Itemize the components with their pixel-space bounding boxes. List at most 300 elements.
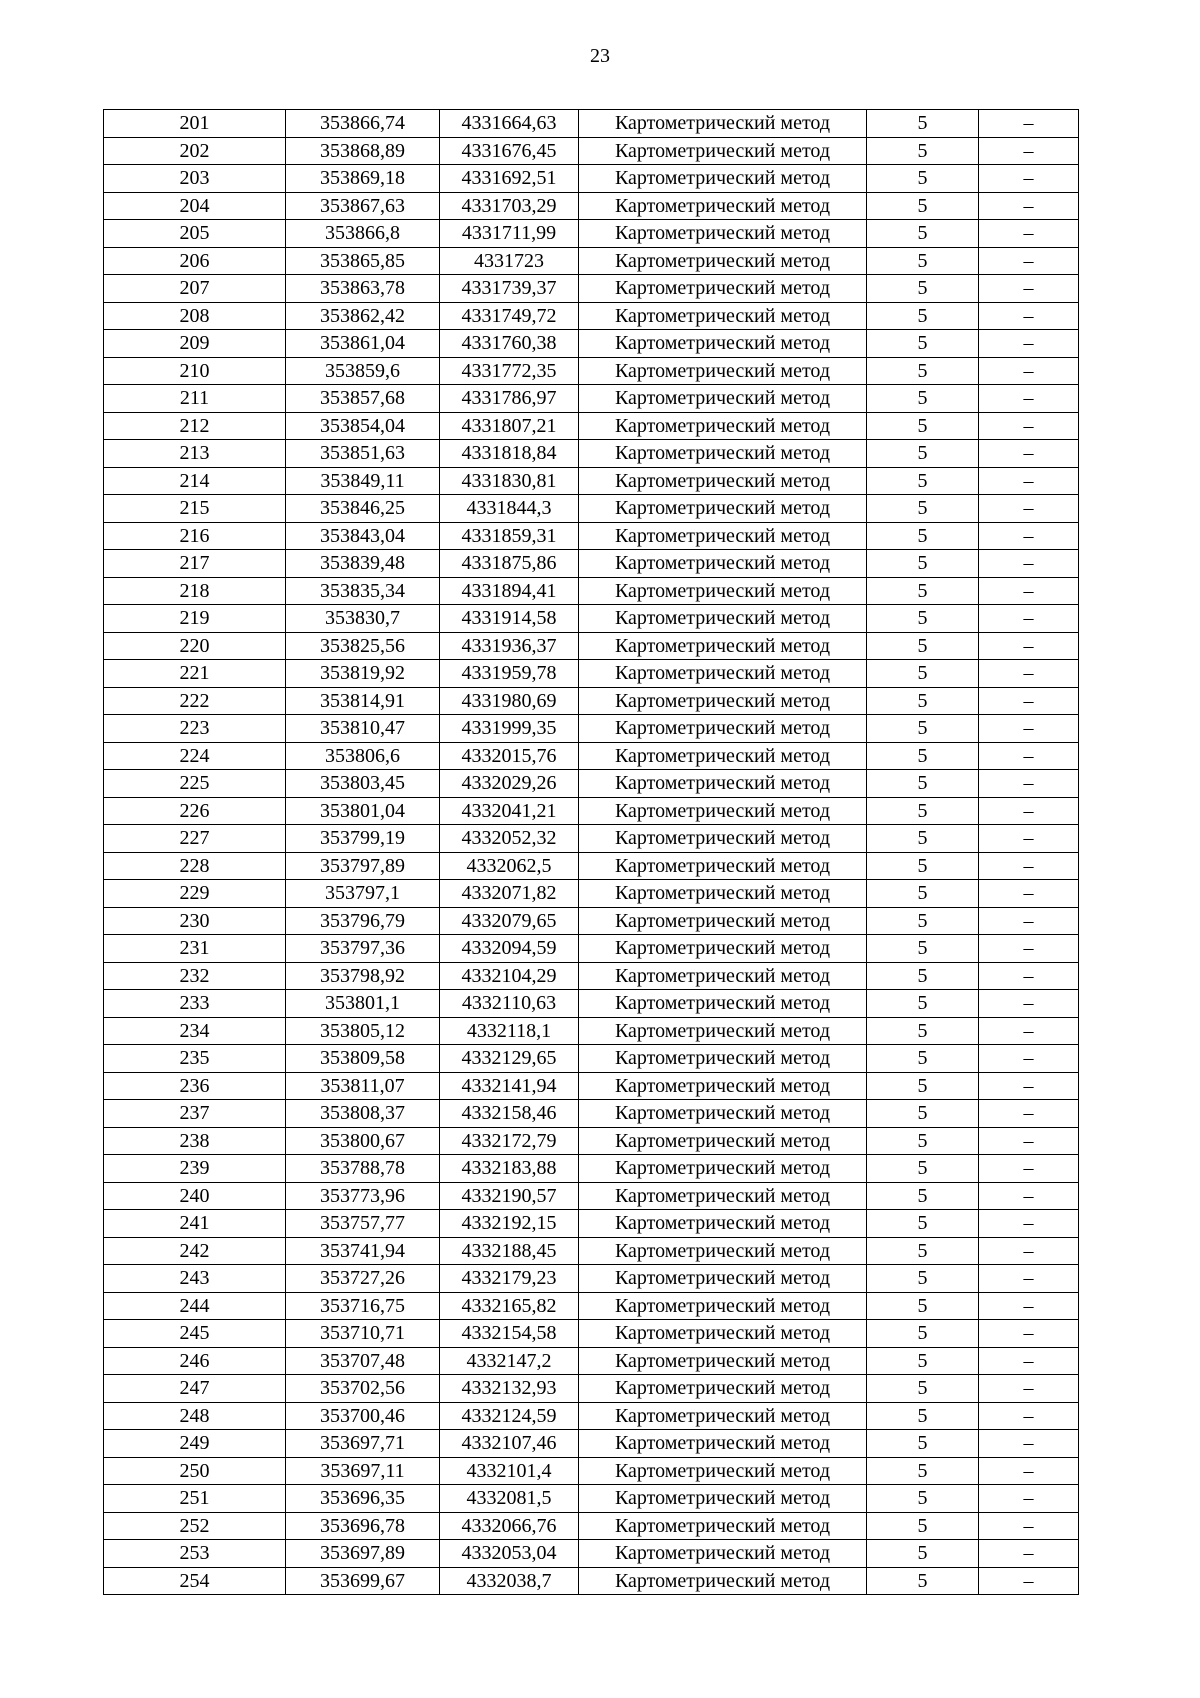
y-coordinate-cell: 4332104,29: [440, 962, 579, 990]
x-coordinate-cell: 353819,92: [286, 660, 440, 688]
point-number-cell: 223: [104, 715, 286, 743]
x-coordinate-cell: 353727,26: [286, 1265, 440, 1293]
method-cell: Картометрический метод: [579, 935, 867, 963]
note-cell: –: [979, 1430, 1079, 1458]
note-cell: –: [979, 1155, 1079, 1183]
y-coordinate-cell: 4332132,93: [440, 1375, 579, 1403]
y-coordinate-cell: 4332124,59: [440, 1402, 579, 1430]
x-coordinate-cell: 353773,96: [286, 1182, 440, 1210]
method-cell: Картометрический метод: [579, 687, 867, 715]
point-number-cell: 224: [104, 742, 286, 770]
method-cell: Картометрический метод: [579, 1347, 867, 1375]
method-cell: Картометрический метод: [579, 357, 867, 385]
y-coordinate-cell: 4332118,1: [440, 1017, 579, 1045]
accuracy-cell: 5: [867, 110, 979, 138]
y-coordinate-cell: 4331786,97: [440, 385, 579, 413]
table-row: [104, 275, 1079, 303]
accuracy-cell: 5: [867, 1430, 979, 1458]
method-cell: Картометрический метод: [579, 440, 867, 468]
point-number-cell: 236: [104, 1072, 286, 1100]
x-coordinate-cell: 353863,78: [286, 275, 440, 303]
y-coordinate-cell: 4331664,63: [440, 110, 579, 138]
x-coordinate-cell: 353805,12: [286, 1017, 440, 1045]
note-cell: –: [979, 797, 1079, 825]
table-row: [104, 1320, 1079, 1348]
accuracy-cell: 5: [867, 1210, 979, 1238]
y-coordinate-cell: 4332081,5: [440, 1485, 579, 1513]
point-number-cell: 222: [104, 687, 286, 715]
x-coordinate-cell: 353866,74: [286, 110, 440, 138]
method-cell: Картометрический метод: [579, 797, 867, 825]
point-number-cell: 209: [104, 330, 286, 358]
point-number-cell: 245: [104, 1320, 286, 1348]
table-row: [104, 165, 1079, 193]
x-coordinate-cell: 353808,37: [286, 1100, 440, 1128]
table-row: [104, 1017, 1079, 1045]
method-cell: Картометрический метод: [579, 1457, 867, 1485]
x-coordinate-cell: 353869,18: [286, 165, 440, 193]
accuracy-cell: 5: [867, 330, 979, 358]
x-coordinate-cell: 353757,77: [286, 1210, 440, 1238]
table-row: [104, 385, 1079, 413]
x-coordinate-cell: 353800,67: [286, 1127, 440, 1155]
x-coordinate-cell: 353814,91: [286, 687, 440, 715]
y-coordinate-cell: 4332158,46: [440, 1100, 579, 1128]
note-cell: –: [979, 852, 1079, 880]
table-row: [104, 770, 1079, 798]
point-number-cell: 239: [104, 1155, 286, 1183]
x-coordinate-cell: 353865,85: [286, 247, 440, 275]
point-number-cell: 244: [104, 1292, 286, 1320]
point-number-cell: 228: [104, 852, 286, 880]
note-cell: –: [979, 330, 1079, 358]
note-cell: –: [979, 1375, 1079, 1403]
note-cell: –: [979, 660, 1079, 688]
y-coordinate-cell: 4332053,04: [440, 1540, 579, 1568]
method-cell: Картометрический метод: [579, 990, 867, 1018]
method-cell: Картометрический метод: [579, 550, 867, 578]
table-row: [104, 852, 1079, 880]
table-row: [104, 605, 1079, 633]
y-coordinate-cell: 4331676,45: [440, 137, 579, 165]
table-row: [104, 1155, 1079, 1183]
table-row: [104, 715, 1079, 743]
x-coordinate-cell: 353710,71: [286, 1320, 440, 1348]
note-cell: –: [979, 1540, 1079, 1568]
note-cell: –: [979, 1485, 1079, 1513]
accuracy-cell: 5: [867, 137, 979, 165]
accuracy-cell: 5: [867, 990, 979, 1018]
note-cell: –: [979, 302, 1079, 330]
table-row: [104, 192, 1079, 220]
table-row: [104, 1292, 1079, 1320]
y-coordinate-cell: 4332172,79: [440, 1127, 579, 1155]
table-row: [104, 990, 1079, 1018]
accuracy-cell: 5: [867, 220, 979, 248]
y-coordinate-cell: 4332188,45: [440, 1237, 579, 1265]
method-cell: Картометрический метод: [579, 1072, 867, 1100]
point-number-cell: 205: [104, 220, 286, 248]
method-cell: Картометрический метод: [579, 137, 867, 165]
method-cell: Картометрический метод: [579, 1237, 867, 1265]
table-row: [104, 1210, 1079, 1238]
point-number-cell: 207: [104, 275, 286, 303]
x-coordinate-cell: 353849,11: [286, 467, 440, 495]
table-row: [104, 1430, 1079, 1458]
table-row: [104, 1072, 1079, 1100]
y-coordinate-cell: 4331830,81: [440, 467, 579, 495]
note-cell: –: [979, 1127, 1079, 1155]
method-cell: Картометрический метод: [579, 825, 867, 853]
x-coordinate-cell: 353811,07: [286, 1072, 440, 1100]
accuracy-cell: 5: [867, 1320, 979, 1348]
table-row: [104, 797, 1079, 825]
x-coordinate-cell: 353797,1: [286, 880, 440, 908]
point-number-cell: 253: [104, 1540, 286, 1568]
method-cell: Картометрический метод: [579, 1182, 867, 1210]
method-cell: Картометрический метод: [579, 1485, 867, 1513]
note-cell: –: [979, 440, 1079, 468]
accuracy-cell: 5: [867, 495, 979, 523]
table-row: [104, 1512, 1079, 1540]
accuracy-cell: 5: [867, 605, 979, 633]
x-coordinate-cell: 353797,36: [286, 935, 440, 963]
note-cell: –: [979, 192, 1079, 220]
accuracy-cell: 5: [867, 275, 979, 303]
note-cell: –: [979, 1182, 1079, 1210]
accuracy-cell: 5: [867, 357, 979, 385]
point-number-cell: 246: [104, 1347, 286, 1375]
table-row: [104, 247, 1079, 275]
accuracy-cell: 5: [867, 935, 979, 963]
note-cell: –: [979, 522, 1079, 550]
y-coordinate-cell: 4331980,69: [440, 687, 579, 715]
accuracy-cell: 5: [867, 825, 979, 853]
coordinates-table-body: [104, 110, 1079, 1595]
accuracy-cell: 5: [867, 247, 979, 275]
y-coordinate-cell: 4331894,41: [440, 577, 579, 605]
note-cell: –: [979, 1457, 1079, 1485]
x-coordinate-cell: 353696,35: [286, 1485, 440, 1513]
point-number-cell: 213: [104, 440, 286, 468]
x-coordinate-cell: 353697,11: [286, 1457, 440, 1485]
x-coordinate-cell: 353716,75: [286, 1292, 440, 1320]
accuracy-cell: 5: [867, 577, 979, 605]
point-number-cell: 204: [104, 192, 286, 220]
point-number-cell: 237: [104, 1100, 286, 1128]
point-number-cell: 221: [104, 660, 286, 688]
accuracy-cell: 5: [867, 1045, 979, 1073]
note-cell: –: [979, 770, 1079, 798]
y-coordinate-cell: 4331772,35: [440, 357, 579, 385]
y-coordinate-cell: 4331711,99: [440, 220, 579, 248]
y-coordinate-cell: 4331723: [440, 247, 579, 275]
method-cell: Картометрический метод: [579, 1567, 867, 1595]
note-cell: –: [979, 632, 1079, 660]
point-number-cell: 233: [104, 990, 286, 1018]
x-coordinate-cell: 353707,48: [286, 1347, 440, 1375]
table-row: [104, 220, 1079, 248]
note-cell: –: [979, 357, 1079, 385]
note-cell: –: [979, 220, 1079, 248]
method-cell: Картометрический метод: [579, 275, 867, 303]
table-row: [104, 1567, 1079, 1595]
table-row: [104, 577, 1079, 605]
accuracy-cell: 5: [867, 632, 979, 660]
point-number-cell: 249: [104, 1430, 286, 1458]
note-cell: –: [979, 742, 1079, 770]
accuracy-cell: 5: [867, 1100, 979, 1128]
note-cell: –: [979, 825, 1079, 853]
point-number-cell: 225: [104, 770, 286, 798]
note-cell: –: [979, 467, 1079, 495]
method-cell: Картометрический метод: [579, 385, 867, 413]
y-coordinate-cell: 4332094,59: [440, 935, 579, 963]
point-number-cell: 220: [104, 632, 286, 660]
method-cell: Картометрический метод: [579, 1210, 867, 1238]
accuracy-cell: 5: [867, 1347, 979, 1375]
method-cell: Картометрический метод: [579, 1402, 867, 1430]
accuracy-cell: 5: [867, 1265, 979, 1293]
x-coordinate-cell: 353825,56: [286, 632, 440, 660]
accuracy-cell: 5: [867, 797, 979, 825]
point-number-cell: 254: [104, 1567, 286, 1595]
y-coordinate-cell: 4332062,5: [440, 852, 579, 880]
accuracy-cell: 5: [867, 1485, 979, 1513]
method-cell: Картометрический метод: [579, 880, 867, 908]
note-cell: –: [979, 495, 1079, 523]
table-row: [104, 935, 1079, 963]
note-cell: –: [979, 1402, 1079, 1430]
x-coordinate-cell: 353859,6: [286, 357, 440, 385]
method-cell: Картометрический метод: [579, 495, 867, 523]
y-coordinate-cell: 4331959,78: [440, 660, 579, 688]
note-cell: –: [979, 110, 1079, 138]
y-coordinate-cell: 4331936,37: [440, 632, 579, 660]
x-coordinate-cell: 353797,89: [286, 852, 440, 880]
y-coordinate-cell: 4332190,57: [440, 1182, 579, 1210]
table-row: [104, 495, 1079, 523]
x-coordinate-cell: 353861,04: [286, 330, 440, 358]
method-cell: Картометрический метод: [579, 302, 867, 330]
accuracy-cell: 5: [867, 1127, 979, 1155]
method-cell: Картометрический метод: [579, 110, 867, 138]
y-coordinate-cell: 4332101,4: [440, 1457, 579, 1485]
note-cell: –: [979, 1265, 1079, 1293]
table-row: [104, 1045, 1079, 1073]
x-coordinate-cell: 353868,89: [286, 137, 440, 165]
accuracy-cell: 5: [867, 165, 979, 193]
point-number-cell: 208: [104, 302, 286, 330]
x-coordinate-cell: 353843,04: [286, 522, 440, 550]
note-cell: –: [979, 385, 1079, 413]
method-cell: Картометрический метод: [579, 1127, 867, 1155]
method-cell: Картометрический метод: [579, 1375, 867, 1403]
method-cell: Картометрический метод: [579, 412, 867, 440]
table-row: [104, 357, 1079, 385]
note-cell: –: [979, 935, 1079, 963]
point-number-cell: 215: [104, 495, 286, 523]
note-cell: –: [979, 137, 1079, 165]
point-number-cell: 252: [104, 1512, 286, 1540]
table-row: [104, 1237, 1079, 1265]
note-cell: –: [979, 275, 1079, 303]
method-cell: Картометрический метод: [579, 165, 867, 193]
table-row: [104, 962, 1079, 990]
point-number-cell: 250: [104, 1457, 286, 1485]
y-coordinate-cell: 4331703,29: [440, 192, 579, 220]
point-number-cell: 206: [104, 247, 286, 275]
note-cell: –: [979, 1017, 1079, 1045]
point-number-cell: 219: [104, 605, 286, 633]
method-cell: Картометрический метод: [579, 852, 867, 880]
page-number: 23: [590, 45, 610, 67]
point-number-cell: 242: [104, 1237, 286, 1265]
method-cell: Картометрический метод: [579, 1292, 867, 1320]
accuracy-cell: 5: [867, 385, 979, 413]
accuracy-cell: 5: [867, 1072, 979, 1100]
table-row: [104, 660, 1079, 688]
y-coordinate-cell: 4332066,76: [440, 1512, 579, 1540]
note-cell: –: [979, 990, 1079, 1018]
method-cell: Картометрический метод: [579, 962, 867, 990]
method-cell: Картометрический метод: [579, 770, 867, 798]
method-cell: Картометрический метод: [579, 605, 867, 633]
point-number-cell: 203: [104, 165, 286, 193]
y-coordinate-cell: 4332015,76: [440, 742, 579, 770]
table-row: [104, 742, 1079, 770]
accuracy-cell: 5: [867, 550, 979, 578]
point-number-cell: 217: [104, 550, 286, 578]
method-cell: Картометрический метод: [579, 715, 867, 743]
method-cell: Картометрический метод: [579, 330, 867, 358]
note-cell: –: [979, 1072, 1079, 1100]
x-coordinate-cell: 353809,58: [286, 1045, 440, 1073]
x-coordinate-cell: 353696,78: [286, 1512, 440, 1540]
table-row: [104, 330, 1079, 358]
note-cell: –: [979, 1100, 1079, 1128]
table-row: [104, 825, 1079, 853]
table-row: [104, 880, 1079, 908]
point-number-cell: 216: [104, 522, 286, 550]
point-number-cell: 238: [104, 1127, 286, 1155]
point-number-cell: 211: [104, 385, 286, 413]
table-row: [104, 1402, 1079, 1430]
method-cell: Картометрический метод: [579, 742, 867, 770]
accuracy-cell: 5: [867, 1512, 979, 1540]
x-coordinate-cell: 353803,45: [286, 770, 440, 798]
table-row: [104, 632, 1079, 660]
y-coordinate-cell: 4332147,2: [440, 1347, 579, 1375]
x-coordinate-cell: 353799,19: [286, 825, 440, 853]
accuracy-cell: 5: [867, 1375, 979, 1403]
x-coordinate-cell: 353851,63: [286, 440, 440, 468]
accuracy-cell: 5: [867, 687, 979, 715]
y-coordinate-cell: 4331807,21: [440, 412, 579, 440]
method-cell: Картометрический метод: [579, 1100, 867, 1128]
x-coordinate-cell: 353788,78: [286, 1155, 440, 1183]
point-number-cell: 226: [104, 797, 286, 825]
accuracy-cell: 5: [867, 1237, 979, 1265]
accuracy-cell: 5: [867, 907, 979, 935]
method-cell: Картометрический метод: [579, 467, 867, 495]
y-coordinate-cell: 4331818,84: [440, 440, 579, 468]
x-coordinate-cell: 353697,71: [286, 1430, 440, 1458]
note-cell: –: [979, 715, 1079, 743]
x-coordinate-cell: 353857,68: [286, 385, 440, 413]
table-row: [104, 687, 1079, 715]
x-coordinate-cell: 353801,04: [286, 797, 440, 825]
x-coordinate-cell: 353801,1: [286, 990, 440, 1018]
table-row: [104, 137, 1079, 165]
note-cell: –: [979, 165, 1079, 193]
point-number-cell: 243: [104, 1265, 286, 1293]
table-row: [104, 1127, 1079, 1155]
accuracy-cell: 5: [867, 192, 979, 220]
method-cell: Картометрический метод: [579, 632, 867, 660]
accuracy-cell: 5: [867, 1457, 979, 1485]
y-coordinate-cell: 4331914,58: [440, 605, 579, 633]
accuracy-cell: 5: [867, 742, 979, 770]
y-coordinate-cell: 4332165,82: [440, 1292, 579, 1320]
table-row: [104, 522, 1079, 550]
note-cell: –: [979, 1210, 1079, 1238]
y-coordinate-cell: 4332038,7: [440, 1567, 579, 1595]
accuracy-cell: 5: [867, 1155, 979, 1183]
accuracy-cell: 5: [867, 1567, 979, 1595]
y-coordinate-cell: 4332029,26: [440, 770, 579, 798]
point-number-cell: 241: [104, 1210, 286, 1238]
x-coordinate-cell: 353835,34: [286, 577, 440, 605]
accuracy-cell: 5: [867, 302, 979, 330]
y-coordinate-cell: 4332154,58: [440, 1320, 579, 1348]
note-cell: –: [979, 247, 1079, 275]
method-cell: Картометрический метод: [579, 1045, 867, 1073]
accuracy-cell: 5: [867, 1292, 979, 1320]
note-cell: –: [979, 412, 1079, 440]
x-coordinate-cell: 353806,6: [286, 742, 440, 770]
accuracy-cell: 5: [867, 770, 979, 798]
table-row: [104, 1100, 1079, 1128]
x-coordinate-cell: 353741,94: [286, 1237, 440, 1265]
table-row: [104, 1265, 1079, 1293]
point-number-cell: 210: [104, 357, 286, 385]
note-cell: –: [979, 605, 1079, 633]
method-cell: Картометрический метод: [579, 1512, 867, 1540]
point-number-cell: 235: [104, 1045, 286, 1073]
x-coordinate-cell: 353700,46: [286, 1402, 440, 1430]
table-row: [104, 907, 1079, 935]
note-cell: –: [979, 550, 1079, 578]
note-cell: –: [979, 1567, 1079, 1595]
x-coordinate-cell: 353702,56: [286, 1375, 440, 1403]
table-row: [104, 1540, 1079, 1568]
accuracy-cell: 5: [867, 880, 979, 908]
accuracy-cell: 5: [867, 467, 979, 495]
point-number-cell: 232: [104, 962, 286, 990]
accuracy-cell: 5: [867, 522, 979, 550]
y-coordinate-cell: 4331875,86: [440, 550, 579, 578]
method-cell: Картометрический метод: [579, 220, 867, 248]
x-coordinate-cell: 353862,42: [286, 302, 440, 330]
accuracy-cell: 5: [867, 1402, 979, 1430]
method-cell: Картометрический метод: [579, 1155, 867, 1183]
point-number-cell: 227: [104, 825, 286, 853]
y-coordinate-cell: 4331859,31: [440, 522, 579, 550]
y-coordinate-cell: 4331739,37: [440, 275, 579, 303]
y-coordinate-cell: 4331692,51: [440, 165, 579, 193]
point-number-cell: 231: [104, 935, 286, 963]
